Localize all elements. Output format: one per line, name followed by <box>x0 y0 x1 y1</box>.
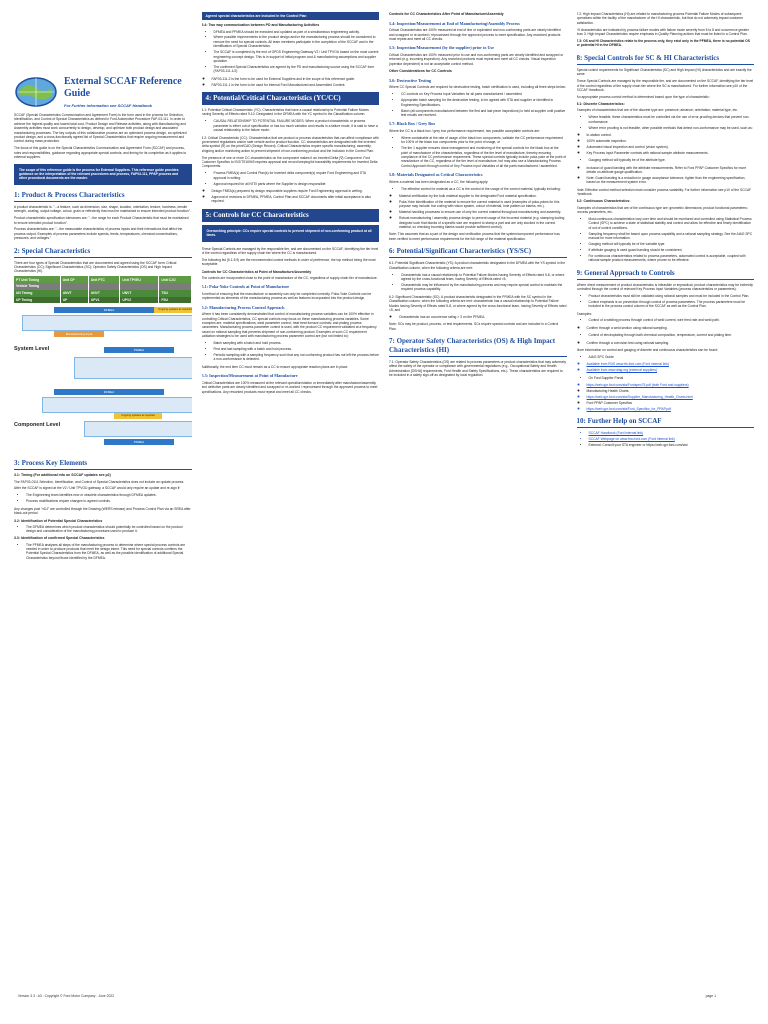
s5-8-note: Note: This assumes that as a part of the design and verification process that the system/component performance has been verified to meet performance requirements for the full range of the material specification. <box>389 232 560 241</box>
pfmea-bar: PFMEA <box>104 439 174 445</box>
list-item: • For continuous characteristics related to process parameters, automated control is acceptable, coupled with rational sample product measurements, where proven to be effective. <box>589 254 755 263</box>
s10-list <box>577 431 755 447</box>
s5-2-para-2: Additionally, the end item CC must remain as a CC to ensure appropriate reaction plans are in place. <box>201 364 349 369</box>
list-item: ◦ Automated visual inspection and control (vision system). <box>587 145 755 149</box>
list-item: • The Engineering team identifies new or obsolete characteristics through DFMEA updates. <box>26 493 192 497</box>
section-4-title: 4: Potential/Critical Characteristics (YC/CC) <box>202 92 380 105</box>
s8-2-heading: 8.2: Continuous Characteristics: <box>576 199 631 204</box>
s5-2-heading: 5.2: Manufacturing Process Control Approach <box>201 304 285 310</box>
other-considerations-heading: Other Considerations for CC Controls <box>389 69 452 74</box>
s6-1-list <box>389 273 567 292</box>
s4-2-list <box>202 171 380 186</box>
s5-2-list <box>202 341 380 362</box>
list-item: ◦ Confirm through a corrosion test using rational sampling. <box>587 341 755 345</box>
footer <box>18 994 716 998</box>
list-item: • Periodic sampling with a sampling frequency such that any not conforming product has not left the process before a non-conformance is detected. <box>214 353 380 362</box>
section-2-title: 2: Special Characteristics <box>14 247 192 258</box>
copyright-text: Version 3.3 : A3 : Copyright © Ford Motor Company : June 2022 <box>18 994 115 998</box>
s3-2-list <box>14 525 192 534</box>
list-item: • Process FMEA(s) and Control Plan(s) for inverted delta component(s) require Ford Engineering and STA approval in writing. <box>214 171 380 180</box>
s8-1-heading: 8.1: Discrete Characteristics: <box>576 102 625 107</box>
s5-4-para: Critical Characteristics are 100% measured at end of line or equivalent and non-conforming parts are clearly identified and scrapped or re-worked / reprocessed through the approved process to meet specification. Any reworked products must repeat and meet all CC checks. <box>389 28 561 41</box>
column-4 <box>577 12 755 960</box>
s8-1-list-2 <box>577 158 755 162</box>
list-item: • Gauging method will typically be of the variable type. <box>589 242 755 246</box>
list-item: ◦ 100% automatic inspection. <box>587 139 755 143</box>
s5-8-para: Where a material has been designated as a CC, the following apply: <box>389 179 489 184</box>
list-item: • The DFMEA determines which product characteristics should potentially be controlled based on the product design and consideration of the manufacturing processes used to produce it. <box>26 525 192 534</box>
s6-2-para: 6.2: Significant Characteristic (SC): A product characteristic designated in the PFMEA with the SC symbol in the Classification column, when the following criteria are met: characteristic has a causal relationship to Potential Failure Modes having Severity of Effects rated 5-8, or where agreed by the cross-functional team, having Severity of Effects rated <5, and <box>389 294 567 312</box>
list-item: ◦ Material handling processes to ensure use of only the correct material throughout manufacturing and assembly. <box>399 210 567 214</box>
pfmea-bar: PFMEA <box>104 347 174 353</box>
ongoing-updates-tag: Ongoing updates as required <box>114 413 162 419</box>
form-link-internal[interactable]: ◦ FAP03-111-1 is the form to be used for Internal Ford Manufactured and Assembled Content. <box>212 83 380 87</box>
system-level-label: System Level <box>14 346 50 353</box>
list-item: • First and last sampling with a batch and hold process. <box>214 347 380 351</box>
s5-7-para: Where the CC is a black box / grey box performance requirement, two possible acceptable controls are: <box>389 128 540 133</box>
s9-examples-sublist-2 <box>577 341 755 345</box>
s5-3-heading: 5.3: Inspection/Measurement at Point of Manufacture <box>201 373 298 379</box>
s7-2-para-2: HI characteristics are indicated by process failure modes with failure mode severity from 5 to 8 and occurrence greater than 3. High Impact Characteristics require emphasis in Quality Planning actions that must be listed in a Control Plan. <box>576 27 749 37</box>
pfmea-steps <box>74 357 192 379</box>
list-item: • Approval required for all NTEI parts where the Supplier is design responsible: <box>214 182 380 186</box>
s3-2-heading: 3.2: Identification of Potential Special Characteristics <box>14 518 103 523</box>
s3-1-para-2: After the SCCAF is signed at the V2 / Unit TPVOU gateway, a SCCAF would only require an update and re-sign if: <box>14 486 181 491</box>
s5-7-list <box>389 136 567 168</box>
s1-para-3: Process characteristics are: "...the measurable characteristics of process inputs and their interactions that affect the process output. Examples of process parameters include speeds, feeds, temperatures, chemical concentrations, pressures, and voltages." <box>14 227 183 241</box>
list-item: • Characteristic has a causal relationship to Potential Failure Modes having Severity of Effects rated 5-8, or where agreed by the cross-functional team, having Severity of Effects rated <5. <box>401 273 567 282</box>
column-1 <box>14 12 192 960</box>
control-plan-bar: Agreed special characteristics are included in the Control Plan <box>202 12 380 20</box>
list-item: ◦ In-station control. <box>587 133 755 137</box>
s1-para-2: Product characteristic specification tolerances are: "...the range for each Product Characteristic that must be maintained to ensure intended product function". <box>14 216 189 225</box>
list-item: ◦ Characteristic has an occurrence rating > 3 on the PFMEA. <box>399 315 567 319</box>
system-level-diagram <box>14 307 192 383</box>
list-item: • The effective control for material as a CC is the control of the usage of the correct material, typically including: <box>401 187 567 191</box>
section-10-title: 10: Further Help on SCCAF <box>577 417 755 428</box>
list-item: • AIAG SPC Guide <box>589 355 755 359</box>
list-item: • Control emphasis is on prevention through control of process parameters. The process parameters must be included in the process control column of the SCCAF as well as the Control Plan. <box>589 300 755 309</box>
rfs-link[interactable]: ◦ Available from RUS www.rfs.ford.com (Ford internal link) <box>587 362 755 366</box>
list-item: • Characteristic may be influenced by the manufacturing process and may require special control to maintain the required process capability. <box>401 283 567 292</box>
s9-list <box>577 294 755 309</box>
s4-1-para: 4.1: Potential Critical Characteristic (YC): Characteristics that have a causal relationship to Potential Failure Modes having Severity of Effects rated 9-10. Designated in the DFMEA with the YC symbol in the Classification column. <box>201 107 369 117</box>
form-link-external[interactable]: ◦ FAP03-111-2 is the form to be used for External Suppliers and in the scope of this reference guide. <box>212 77 380 81</box>
list-item: • Batch (all components manufactured between the first and last piece inspections) is held at supplier until positive test results are received. <box>401 109 567 118</box>
s8-1-note: Note: Effective control method selection must consider process variability. For further information see p10 of the SCCAF Handbook. <box>576 187 752 197</box>
s7-2-para: 7.2: High Impact Characteristics (HI) are related to manufacturing process Potential Failure Modes of subsequent operations within the facility of the manufacturer of the HI characteristic, but that do not adversely impact customer satisfaction. <box>576 12 744 25</box>
timing-row: UN Timing UNVT UNVT UNVT TSU <box>14 290 191 297</box>
s5-1-para: A method of ensuring that the manufacture or assembly can only be completed correctly. Poka-Yoke Controls can be implemented as elements of the manufacturing process as well as features incorporated into the product design. <box>201 291 372 301</box>
aiag-link[interactable]: ◦ Available from www.aiag.org (external suppliers) <box>587 368 755 372</box>
dfmea-steps <box>42 397 192 413</box>
list-item: ◦ Inclusion of guard banding with the attribute measurements. Refer to Ford PPAP Customer Specifics for more details on attribute gauge qualification. <box>587 166 755 175</box>
s4-1-list <box>202 119 380 132</box>
s9-examples-sublist <box>577 326 755 330</box>
s4-2-sublist <box>202 189 380 204</box>
s5-5-para: Critical Characteristics are 100% measured prior to use and non-conforming parts are clearly identified and scrapped or returned (e.g. incoming inspection). Any reworked products must repeat and meet all CC checks. Visual inspection (operator dependent) is not an acceptable control method. <box>389 53 564 66</box>
column-2 <box>202 12 380 960</box>
list-item: • Appropriate batch sampling for the destructive testing, to be agreed with STA and supplier or identified in Engineering Specifications. <box>401 98 567 107</box>
list-item: • Product characteristics must still be validated using rational samples and must be included in the Control Plan. <box>589 294 755 298</box>
intro-paragraph: SCCAF (Special Characteristics Communication and Agreement Form) is the form used in the process for Selection, Identification, and Control of Special Characteristics as defined in Ford Automotive Procedure FAP-03-111. In order to achieve the highest quality and lowest total cost, Product Design and Release activities, along with Manufacturing and Assembly activities must work concurrently to design, develop, and optimize both product design and associated manufacturing processes. The key outputs of this collaborative process are an optimized process design, an optimized product design, and a cross-functionally agreed list of Special Characteristics that require ongoing measurement and control during mass production. <box>14 113 187 144</box>
s3-3-heading: 3.3: Identification of confirmed Special Characteristics <box>14 536 105 541</box>
globe-logo-icon <box>14 76 58 108</box>
header <box>14 76 192 111</box>
list-item: • CC controls on Key Process Input Variables for all parts manufactured / assembled <box>401 92 567 96</box>
s8-2-para: Examples of characteristics that are of the continuous type are: geometric dimensions; product functional parameters; process parameters, etc. <box>576 205 748 214</box>
list-item: • Where possible improvements to the product design and/or the manufacturing process should be considered to remove the need for special controls. All team members participate in the completion of the SCCAF and in the identification of Special Characteristics. <box>214 35 380 48</box>
list-item: • Sampling frequency shall be based upon process capability and a rational sampling strategy. See the AIAG SPC manual for more information. <box>589 232 755 241</box>
section-6-title: 6: Potential/Significant Characteristics (YS/SC) <box>389 247 567 258</box>
handbook-link[interactable]: • SCCAF Handbook (Ford internal link) <box>589 431 755 435</box>
s9-examples-list <box>577 318 755 322</box>
s9-more-para: More information on control and gauging of discrete and continuous characteristics can be found: <box>576 348 718 353</box>
s5-7-heading: 5.7: Black Box / Grey Box <box>389 121 436 127</box>
s8-1-list <box>577 115 755 130</box>
s8-1-sublist <box>577 133 755 155</box>
s5-6-list <box>389 92 567 117</box>
list-item: • If attribute gauging is used guard banding should be considered. <box>589 248 755 252</box>
list-item: • CAUSAL RELATIONSHIP TO POTENTIAL FAILURE MODES: When a product characteristic or process parameter is either out of specification or has too much variation and results in a failure mode, it is said to have a causal relationship to the failure mode. <box>214 119 380 132</box>
dfmea-bar: DFMEA <box>54 389 164 395</box>
scope-box: The scope of this reference guide is the process for External Suppliers. This reference guide provides guidance on the interpretation of the relevant procedures and process, FAP03-111, PPAP process and other procedural documents are the master. <box>14 164 192 185</box>
section-3-title: 3: Process Key Elements <box>14 459 192 470</box>
s8-2-list <box>577 217 755 263</box>
section-8-title: 8: Special Controls for SC & HI Characteristics <box>577 54 755 65</box>
list-item: • Batch sampling with a batch and hold process. <box>214 341 380 345</box>
section-7-title: 7: Operator Safety Characteristics (OS) & High Impact Characteristics (HI) <box>389 337 567 357</box>
s5-8-sublist <box>389 194 567 229</box>
s8-para-2: These Special Controls are managed by the responsible tier, and are documented on the SCCAF, identifying the tier level of the control regardless of the supply chain tier where the SC is manufactured. For further information see p10 of the SCCAF Handbook. <box>576 79 754 92</box>
s5-6-heading: 5.6: Destructive Testing <box>389 77 431 83</box>
s9-examples-label: Examples: <box>576 311 592 316</box>
s5-heading: Controls for CC Characteristics at Point of Manufacture/Assembly <box>201 269 312 274</box>
component-level-diagram <box>14 389 192 453</box>
list-item: • Process modifications require changes to agreed controls. <box>26 499 192 503</box>
list-item: ◦ Confirm through a weld section using rational sampling. <box>587 326 755 330</box>
section-1-title: 1: Product & Process Characteristics <box>14 191 192 202</box>
s7-3-para: 7.3: OS and HI Characteristics relate to the process only, they exist only in the PFMEA, there is no potential OS or potential HI in the DFMEA. <box>576 39 750 48</box>
timing-row: PT Unit Timing Unit CP Unit PTC Unit TPVEU Unit CJ/J <box>14 276 191 283</box>
s3-4-heading: 3.4: Two way communication between PD and Manufacturing Activities <box>201 23 320 28</box>
list-item: • The PFMEA analyses all steps of the manufacturing process to determine where special process controls are needed in order to produce products that meet the design intent. This need for special controls confirms the Potential Special Characteristics from the DFMEA, as well as the possible identification of additional Special Characteristics beyond those identified by the DFMEA. <box>26 543 192 561</box>
s3-4-sublist <box>202 77 380 87</box>
list-item: ◦ Poka-Yoke identification of the material to ensure the correct material is used (examples of poka-yokes for this purpose may include: bar coding with vision system, colour of material, hole pattern on blanks, etc.). <box>399 200 567 209</box>
s5-para-3: The controls are incorporated close to the point of manufacture of the CC, regardless of supply chain tier of manufacture. <box>201 275 378 280</box>
s5-8-heading: 5.8: Materials Designated as Critical Characteristics <box>389 172 483 178</box>
page-title: External SCCAF Reference Guide <box>64 76 182 99</box>
list-item: • Where feasible, these characteristics must be controlled via the use of error-proofing devices that prevent non-conformance. <box>589 115 755 124</box>
s5-4-heading: 5.4: Inspection/Measurement at End of Manufacturing/Assembly Process <box>389 20 520 26</box>
list-item: ◦ Key Process Input Parameter controls with rational sample attribute measurements. <box>587 151 755 155</box>
after-point-heading: Controls for CC Characteristics After Point of Manufacture/Assembly <box>389 12 504 16</box>
s5-para-1: These Special Controls are managed by the responsible tier, and are documented on the SCCAF, identifying the tier level of the control regardless of the supply chain tier where the CC is manufactured. <box>201 246 379 255</box>
s3-1-para: The FAP03-0111 Selection, Identification, and Control of Special Characteristics does not include an update process. <box>14 479 185 484</box>
s5-8-list <box>389 187 567 191</box>
dfmea-bar: DFMEA <box>54 307 164 313</box>
column-3 <box>389 12 567 960</box>
list-item: ◦ Approval of revisions to DFMEA, PFMEA, Control Plan and SCCAF documents after initial acceptance is also required. <box>212 195 380 204</box>
list-item: ◦ Robust manufacturing / assembly process design to prevent usage of the incorrect material (e.g. stamping tooling designed such that blanks of a specific size are required to stamp a part and are only stocked in the correct material, so checking incoming blanks would provide sufficient control). <box>399 216 567 229</box>
pfmea-steps <box>84 421 192 437</box>
list-item: ◦ Manufacturing Health Charts <box>587 389 755 393</box>
page-number: page 1 <box>705 994 716 998</box>
s5-para-2: The following list (5.1-5.9) are the recommended control methods in order of preference, the top method being the most acceptable. <box>201 257 376 267</box>
manufacturing-input-bar: Manufacturing Input <box>54 331 104 337</box>
s9-more-list-2 <box>577 376 755 380</box>
fordspec-link[interactable]: ◦ https://web.qpr.ford.com/sta/Fordspec75.pdf (both Ford and suppliers) <box>587 383 755 387</box>
sta-link[interactable]: • External: Consult your STA engineer or https://web.qpr.ford.com/sta/ <box>589 443 755 447</box>
s8-para-1: Special control requirements for Significant Characteristics (SC) and High Impact (HI) characteristics and are exactly the same. <box>576 67 752 77</box>
s2-para-1: There are four types of Special Characteristics that are documented and agreed using the SCCAF form: Critical Characteristics (CC); Significant Characteristics (SC); Operator Safety Characteristics (OS) and High Impact Characteristics (HI). <box>14 260 177 274</box>
s6-2-sublist <box>389 315 567 319</box>
s9-more-sublist <box>577 362 755 372</box>
list-item: • The SCCAF is completed by the end of GPDS Engineering Gateway V2 / Unit TPVOU based on the most current engineering concept design. This is in support of initial program cost & manufacturing assumptions and supplier quotation. <box>214 50 380 63</box>
page-subtitle: For Further information see SCCAF Handbook <box>64 102 153 108</box>
s5-2-para: Where it has been consistently demonstrated that control of manufacturing process variables can be 100% effective in controlling Critical Characteristics, CC special controls may focus on these manufacturing process variables. Some examples are: material specifications; weld parameter control; heat treat furnace controls; and plating process parameters. Manufacturing process parameter control is used, with the product CC requirement validated at a frequency based on rational sampling that prevents shipment of non-conforming product. Examples of such CC requirement validation strategies to be used with manufacturing process parameter control are (but not limited to): <box>201 312 377 339</box>
list-item: • DFMEA and PFMEA should be executed and updated as part of a simultaneous engineering activity. <box>214 30 380 34</box>
s8-para-3: An appropriate process control method is determined based upon the type of characteristic: <box>576 94 710 99</box>
s5-3-para: Critical Characteristics are 100% measured at the relevant operation/station or immediately after manufacture/assembly and defective parts are clearly identified and scrapped or re-worked / reprocessed through the approved process to meet specifications. Any reworked products must repeat and meet all CC checks. <box>201 380 378 394</box>
list-item: ◦ Ford PPAP Customer Specifics <box>587 401 755 405</box>
list-item: • Where error proofing is not feasible, other possible methods that detect non-conformance may be used, such as: <box>589 126 755 130</box>
s8-1-para: Examples of characteristics that are of the discrete type are: presence; absence; orientation; material type, etc. <box>576 108 738 113</box>
s3-3-list <box>14 543 192 561</box>
list-item: • Most continuous characteristics vary over time and should be monitored and controlled using Statistical Process Control (SPC) to achieve a state of statistical stability and control and allow for effective and timely identification of out of control conditions. <box>589 217 755 230</box>
ppap-link[interactable]: ◦ https://web.qpr.ford.com/sta/Ford_Specifics_for_PPAP.pdf <box>587 407 755 411</box>
s6-1-para: 6.1: Potential Significant Characteristic (YS): A product characteristic designated in the DFMEA with the YS symbol in the Classification column, when the following criteria are met: <box>389 261 566 270</box>
webpage-link[interactable]: • SCCAF Webpage on www.fmo.ford.com (Ford internal link) <box>589 437 755 441</box>
overarching-principle-box: Overarching principle: CCs require special controls to prevent shipment of non-conforming product at all times. <box>202 225 380 242</box>
timing-table <box>14 276 192 303</box>
s3-4-list <box>202 30 380 74</box>
s4-2-para: 4.2: Critical Characteristic (CC): Characteristics that are product or process characteristics that can affect compliance with government regulations and/or safe vehicle and/or product function. CC characteristics are designated with the inverted delta symbol (∇) on the print/CAD (Design Record). Critical Characteristics require specific manufacturing, assembly, shipping and/or monitoring action to prevent shipment of non-conforming product and the inclusion in the Control Plan. <box>201 135 379 153</box>
dfmea-steps <box>22 315 192 331</box>
s3-1-list <box>14 493 192 503</box>
s7-1-para: 7.1: Operator Safety Characteristics (OS) are related to process parameters or product characteristics that may adversely affect the safety of the operator or compliance with governmental regulations (e.g., Occupational Safety and Health Administration [OSHA] requirements, Ford Health and Safety Specifications, etc.). These characteristics are required to be included in a safety sign-off as designated by local regulation. <box>389 360 567 378</box>
timing-row: Vehicle Timing <box>14 283 191 290</box>
list-item: ◦ Material certification by the bulk material supplier to the designated Ford material specification. <box>399 194 567 198</box>
list-item: • The confirmed Special Characteristics are agreed by the PD and manufacturing source using the SCCAF form (FAP03-111-1/2) <box>214 65 380 74</box>
health-charts-link[interactable]: ◦ https://web.qpr.ford.com/sta/Supplier_Manufacturing_Health_Charts.html <box>587 395 755 399</box>
s3-1-heading: 3.1: Timing (For additional info on SCCAF updates see p2) <box>14 473 111 478</box>
list-item: • Control of a welding process through control of weld current, wire feed rate and weld path. <box>589 318 755 322</box>
s9-para: Where direct measurement of product characteristics is infeasible or impractical, product characteristics may be indirectly controlled through the control of relevant Key Process Input Variables (process characteristics or parameters). <box>576 282 753 291</box>
list-item: • The tier 1 supplier ensures close management and monitoring of the special controls for the black box at the point of manufacture of the characteristics, regardless of the tier level of manufacture, thereby ensuring compliance of the CC performance requirement. These special controls typically include poka-yoke at the point of manufacture of the CC, regardless of the tier level of manufacture, but may also use a Manufacturing Process Control Approach through control of Key Process Input Variables of all the parts manufactured / assembled. <box>401 146 567 168</box>
s5-1-heading: 5.1: Poka-Yoke Controls at Point of Manufacture <box>201 284 290 290</box>
section-5-title: 5: Controls for CC Characteristics <box>202 209 380 222</box>
s1-para-1: A product characteristic is: "...a feature, such as dimension, size, shape, location, orientation, texture, hardness, tensile strength, coating, output voltage, colour, grain or reflectivity that must be maintained to ensure intended product function". <box>14 204 191 214</box>
list-item: • Where containable at the rate of usage of the black box components, validate the CC performance requirement for 100% of the black box components prior to the point of usage, or <box>401 136 567 145</box>
list-item: ◦ Design FMEA(s) prepared by design responsible suppliers require Ford Engineering approval in writing. <box>212 189 380 193</box>
s5-6-para: Where CC Special Controls are required for destructive testing, batch certification is used, including all three steps below: <box>389 85 566 90</box>
list-item: • Gauging method will typically be of the attribute type. <box>589 158 755 162</box>
s9-more-list <box>577 355 755 359</box>
component-level-label: Component Level <box>14 422 61 429</box>
intro-paragraph-2: The focus of this guide is on the Special Characteristics Communication and Agreement Form (SCCAF) and process, roles and responsibilities, guidance regarding appropriate special controls, and timing for its completion as it applies to external suppliers. <box>14 146 187 160</box>
s6-2-note: Note: SCs may be product, process, or test requirements. SCs require special controls and are included in a Control Plan. <box>389 322 559 331</box>
s9-more-sublist-2 <box>577 383 755 411</box>
s5-5-heading: 5.5: Inspection/Measurement (by the supplier) prior to Use <box>389 45 494 51</box>
section-9-title: 9: General Approach to Controls <box>577 269 755 280</box>
list-item: ◦ Note: Guard banding is a reduction in gauge acceptance tolerance, tighter than the engineering specification, based on the measurement system error. <box>587 176 755 185</box>
list-item: • Control of electroplating through bath chemical composition, temperature, current and plating time. <box>589 333 755 337</box>
ongoing-updates-tag: Ongoing updates as required <box>154 307 192 313</box>
list-item: • On Ford Supplier Portal <box>589 376 755 380</box>
s9-examples-list-2 <box>577 333 755 337</box>
timing-row: UP Timing UP UPV1 UPV2 FSU <box>14 297 191 304</box>
s4-2-para-2: The presence of one or more CC characteristics on the component makes it an Inverted Delta (∇) Component. Ford Customer Specifics to ISO/TS16949 requires approval and record keeping/lot traceability requirements for Inverted Delta Components. <box>201 155 378 169</box>
s3-1-para-3: Any changes post "xDJ" are controlled through the Drawing (WERS release) and Process Control Plan via an SREA after black-out period. <box>14 506 191 516</box>
s8-1-sublist-2 <box>577 166 755 185</box>
